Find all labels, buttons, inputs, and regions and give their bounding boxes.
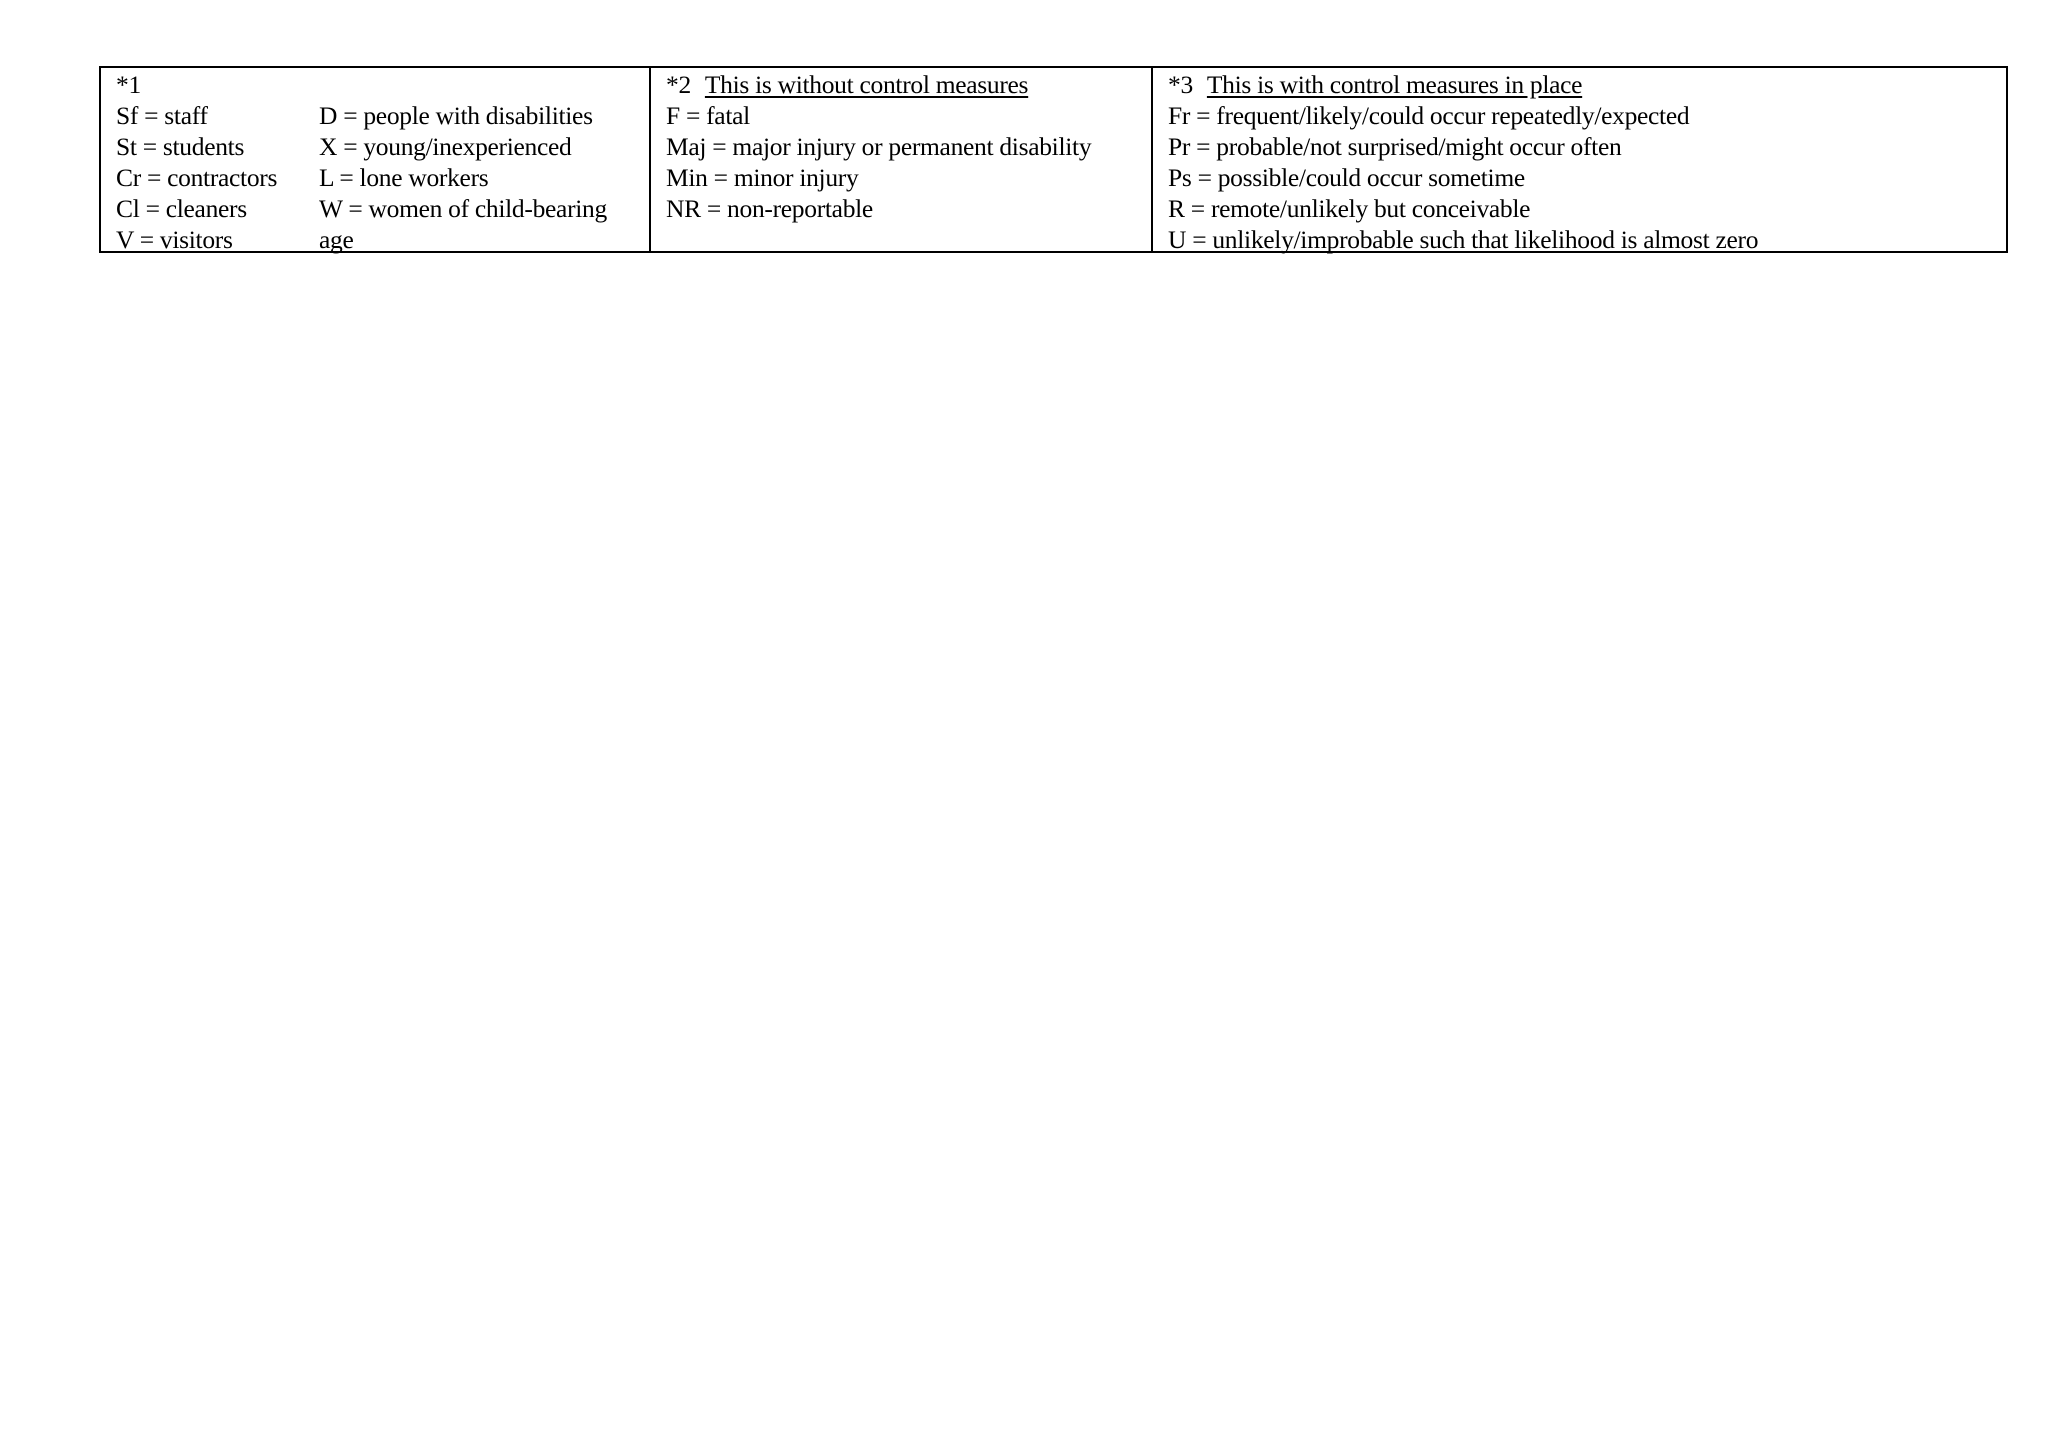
legend-item: L = lone workers	[319, 163, 489, 192]
legend-item: Cl = cleaners	[116, 194, 247, 223]
legend-item: Maj = major injury or permanent disability	[666, 132, 1092, 161]
legend-item: Ps = possible/could occur sometime	[1168, 163, 1525, 192]
legend-item: W = women of child-bearing	[319, 194, 607, 223]
column-heading	[666, 69, 1151, 100]
column-heading	[1168, 69, 2006, 100]
column-heading-text: This is with control measures in place	[1206, 70, 1583, 99]
legend-item: U = unlikely/improbable such that likelihood is almost zero	[1168, 225, 1759, 254]
legend-item: NR = non-reportable	[666, 194, 873, 223]
legend-item: Fr = frequent/likely/could occur repeatedly/expected	[1168, 101, 1690, 130]
column-marker: *1	[116, 70, 141, 99]
legend-item: age	[319, 225, 354, 254]
legend-item: Sf = staff	[116, 101, 208, 130]
column-marker: *2	[666, 70, 691, 99]
legend-item: D = people with disabilities	[319, 101, 593, 130]
likelihood-column	[1153, 68, 2006, 254]
legend-item: X = young/inexperienced	[319, 132, 572, 161]
legend-item: V = visitors	[116, 225, 233, 254]
legend-item: Pr = probable/not surprised/might occur often	[1168, 132, 1622, 161]
column-heading-text: This is without control measures	[704, 70, 1029, 99]
legend-item: F = fatal	[666, 101, 750, 130]
legend-item: St = students	[116, 132, 245, 161]
legend-item: Cr = contractors	[116, 163, 278, 192]
legend-item: R = remote/unlikely but conceivable	[1168, 194, 1531, 223]
severity-column	[651, 68, 1153, 251]
column-marker: *3	[1168, 70, 1193, 99]
legend-item: Min = minor injury	[666, 163, 859, 192]
who-at-risk-grid	[116, 100, 649, 255]
who-at-risk-column	[101, 68, 651, 254]
legend-table	[99, 66, 2008, 253]
